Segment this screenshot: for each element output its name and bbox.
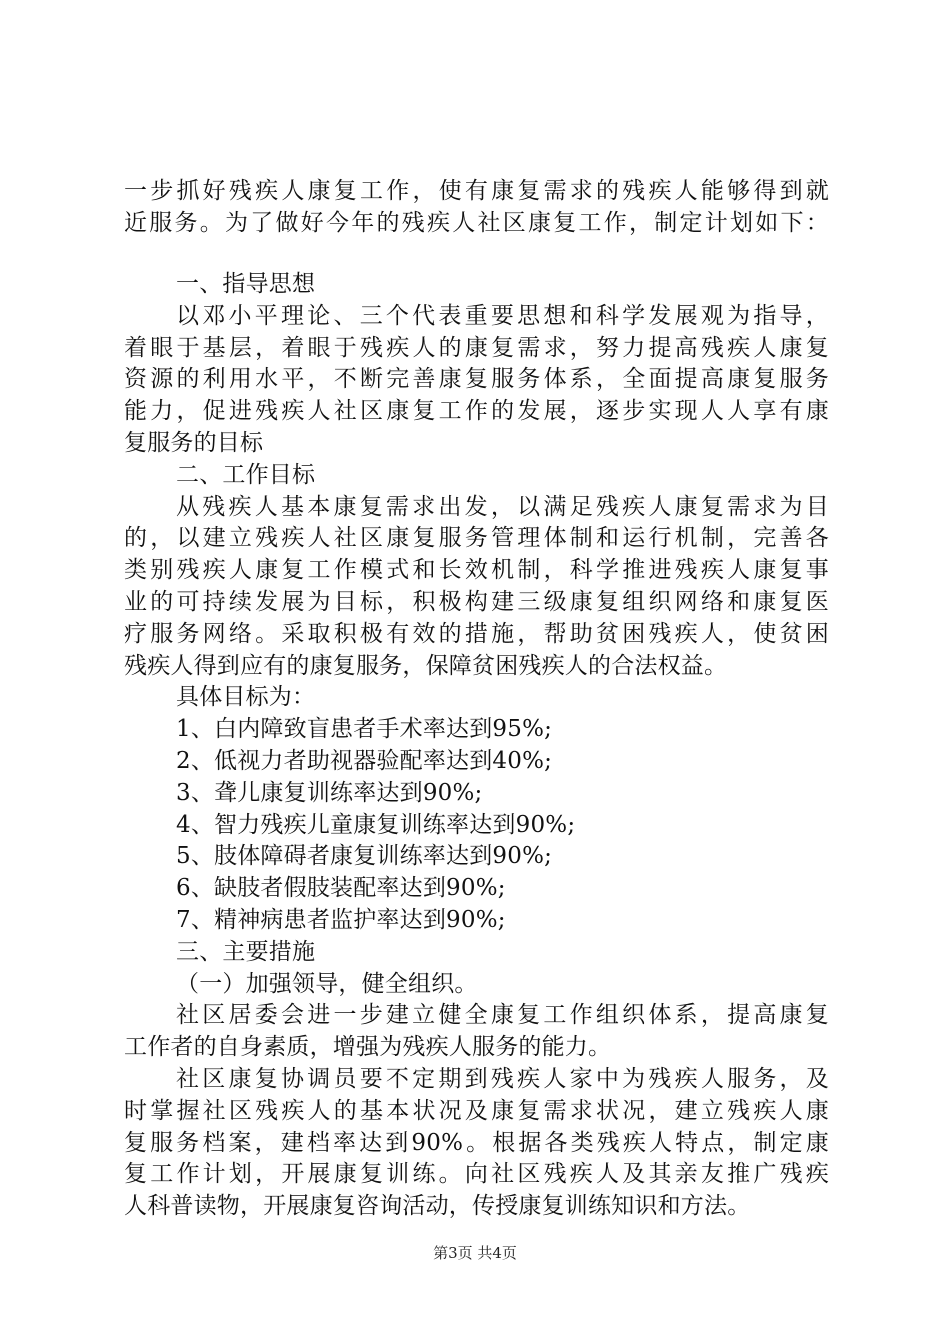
text-line: 的，以建立残疾人社区康复服务管理体制和运行机制，完善各: [124, 525, 829, 552]
text-line: （一）加强领导，健全组织。: [176, 970, 478, 997]
text-line: 近服务。为了做好今年的残疾人社区康复工作，制定计划如下：: [124, 209, 829, 236]
text-line: 资源的利用水平，不断完善康复服务体系，全面提高康复服务: [124, 366, 829, 393]
text-line: 二、工作目标: [176, 461, 316, 488]
text-line: 时掌握社区残疾人的基本状况及康复需求状况，建立残疾人康: [124, 1097, 829, 1124]
text-line: 一步抓好残疾人康复工作，使有康复需求的残疾人能够得到就: [124, 178, 829, 204]
text-line: 业的可持续发展为目标，积极构建三级康复组织网络和康复医: [124, 588, 829, 615]
text-line: 疗服务网络。采取积极有效的措施，帮助贫困残疾人，使贫困: [124, 620, 829, 647]
text-line: 复服务的目标: [124, 429, 264, 456]
text-line: 人科普读物，开展康复咨询活动，传授康复训练知识和方法。: [124, 1193, 751, 1220]
text-line: 4、智力残疾儿童康复训练率达到90%;: [176, 811, 576, 838]
text-line: 从残疾人基本康复需求出发，以满足残疾人康复需求为目: [176, 493, 829, 520]
text-line: 着眼于基层，着眼于残疾人的康复需求，努力提高残疾人康复: [124, 334, 829, 361]
text-line: 复服务档案，建档率达到90%。根据各类残疾人特点，制定康: [124, 1129, 829, 1156]
text-line: 残疾人得到应有的康复服务，保障贫困残疾人的合法权益。: [124, 652, 728, 679]
text-line: 社区康复协调员要不定期到残疾人家中为残疾人服务，及: [176, 1065, 829, 1092]
text-line: 5、肢体障碍者康复训练率达到90%;: [176, 843, 553, 870]
text-line: 3、聋儿康复训练率达到90%;: [176, 779, 483, 806]
text-line: 三、主要措施: [176, 938, 316, 965]
text-line: 以邓小平理论、三个代表重要思想和科学发展观为指导，: [176, 302, 829, 329]
text-line: 1、白内障致盲患者手术率达到95%;: [176, 716, 553, 743]
text-line: 6、缺肢者假肢装配率达到90%;: [176, 875, 506, 902]
text-line: 具体目标为：: [176, 684, 316, 711]
text-line: 工作者的自身素质，增强为残疾人服务的能力。: [124, 1034, 612, 1061]
text-line: 能力，促进残疾人社区康复工作的发展，逐步实现人人享有康: [124, 398, 829, 425]
text-line: 类别残疾人康复工作模式和长效机制，科学推进残疾人康复事: [124, 557, 829, 584]
text-line: 社区居委会进一步建立健全康复工作组织体系，提高康复: [176, 1002, 829, 1029]
page-footer: 第3页 共4页: [433, 1244, 517, 1262]
body-text: [124, 269, 829, 1223]
text-line: 2、低视力者助视器验配率达到40%;: [176, 747, 553, 774]
text-line: 复工作计划，开展康复训练。向社区残疾人及其亲友推广残疾: [124, 1161, 829, 1188]
intro-paragraph: [124, 176, 829, 240]
text-line: 一、指导思想: [176, 271, 316, 297]
text-line: 7、精神病患者监护率达到90%;: [176, 906, 506, 933]
